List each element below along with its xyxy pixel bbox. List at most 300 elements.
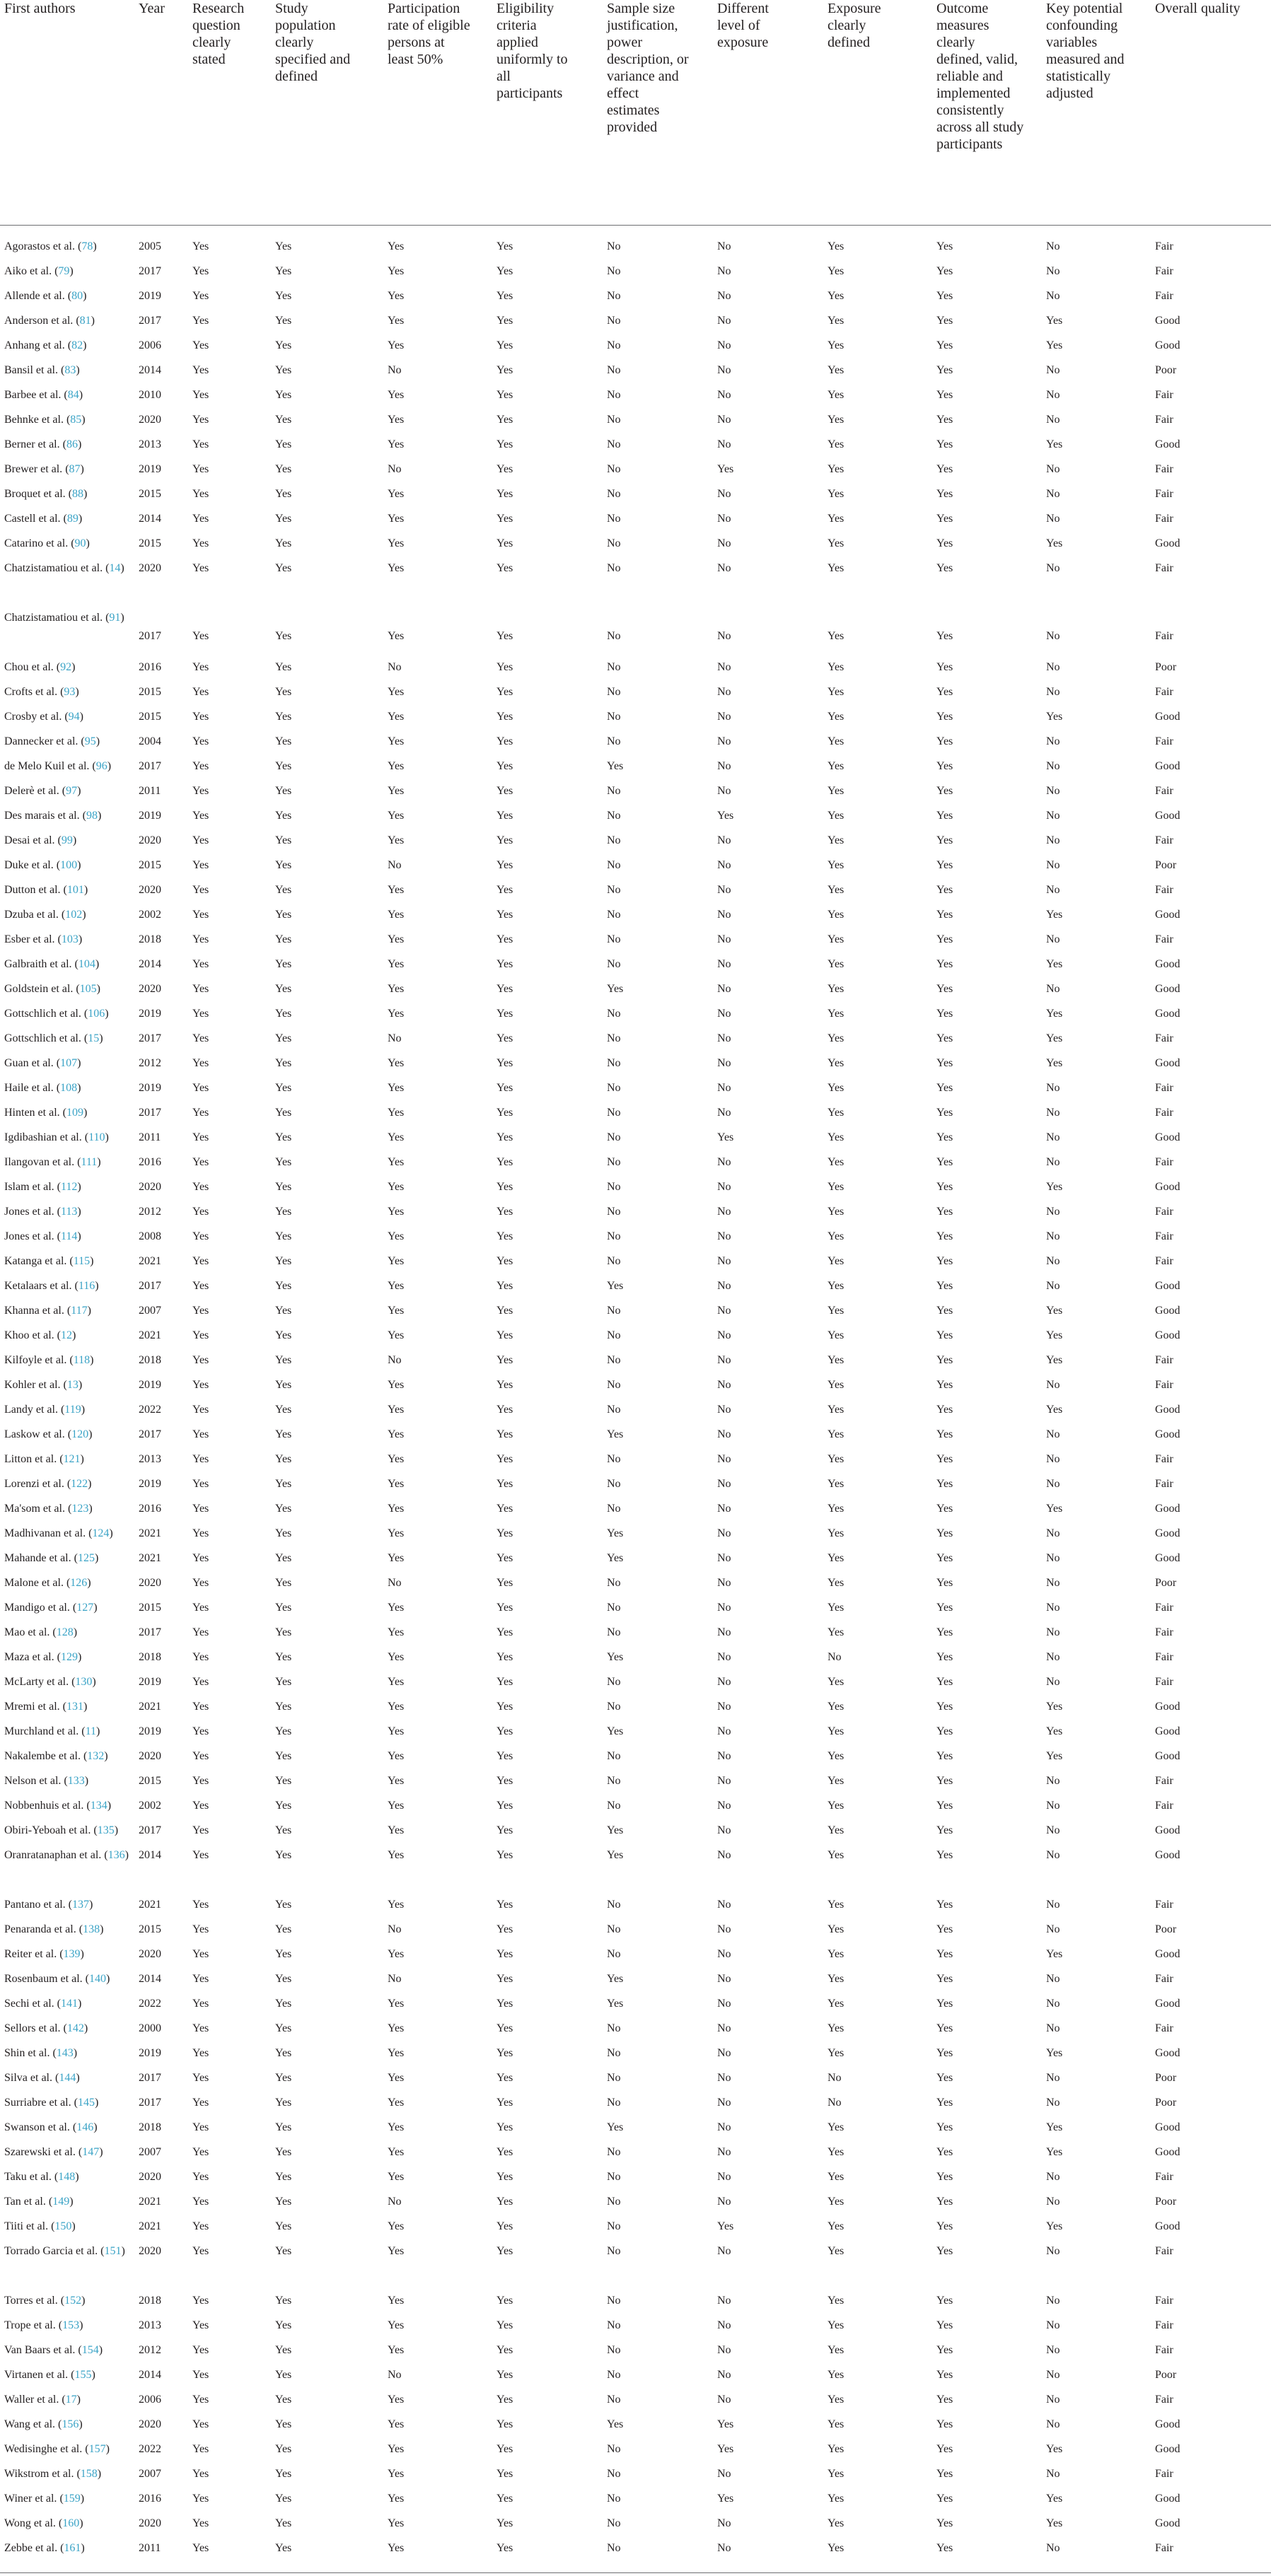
criterion-cell: No	[1046, 2468, 1060, 2480]
reference-link[interactable]: 129	[60, 1651, 78, 1663]
criterion-cell: Yes	[192, 1156, 209, 1168]
year-cell: 2020	[139, 1948, 161, 1960]
reference-link[interactable]: 128	[56, 1626, 74, 1638]
column-header-line: Overall quality	[1155, 1, 1241, 16]
reference-link[interactable]: 161	[64, 2542, 81, 2554]
criterion-cell: Yes	[828, 389, 845, 401]
criterion-cell: No	[607, 2047, 621, 2059]
criterion-cell: Yes	[275, 2517, 292, 2529]
criterion-cell: Yes	[828, 1725, 845, 1737]
year-cell: 2004	[139, 735, 161, 747]
reference-link[interactable]: 123	[71, 1503, 89, 1515]
criterion-cell: Yes	[936, 1626, 953, 1638]
year-cell: 2022	[139, 1404, 161, 1416]
reference-link[interactable]: 145	[77, 2097, 95, 2109]
reference-link[interactable]: 110	[88, 1131, 105, 1143]
reference-link[interactable]: 122	[71, 1478, 88, 1490]
criterion-cell: Yes	[388, 760, 405, 772]
criterion-cell: No	[717, 711, 731, 723]
criterion-cell: Yes	[828, 859, 845, 871]
criterion-cell: Yes	[192, 1131, 209, 1143]
criterion-cell: Yes	[936, 1899, 953, 1911]
reference-link[interactable]: 89	[66, 513, 79, 525]
reference-link[interactable]: 93	[64, 686, 76, 698]
criterion-cell: Yes	[192, 463, 209, 475]
criterion-cell: No	[717, 2344, 731, 2356]
criterion-cell: Yes	[275, 1305, 292, 1317]
reference-link[interactable]: 153	[62, 2319, 80, 2331]
criterion-cell: No	[607, 1404, 621, 1416]
criterion-cell: No	[1046, 1775, 1060, 1787]
reference-link[interactable]: 13	[66, 1379, 79, 1391]
criterion-cell: Yes	[275, 2047, 292, 2059]
author-name: Bansil et al.	[4, 364, 58, 376]
criterion-cell: Yes	[275, 1131, 292, 1143]
criterion-cell: Yes	[388, 1131, 405, 1143]
criterion-cell: No	[607, 2022, 621, 2034]
reference-link[interactable]: 90	[74, 537, 86, 549]
overall-quality-cell: Good	[1155, 909, 1180, 921]
criterion-cell: No	[717, 1305, 731, 1317]
criterion-cell: No	[717, 1453, 731, 1465]
overall-quality-cell: Good	[1155, 2443, 1180, 2455]
criterion-cell: Yes	[497, 1923, 513, 1935]
reference-link[interactable]: 15	[88, 1032, 100, 1044]
reference-link[interactable]: 88	[71, 488, 83, 500]
criterion-cell: Yes	[275, 2072, 292, 2084]
reference-link[interactable]: 149	[52, 2196, 70, 2208]
criterion-cell: No	[1046, 983, 1060, 995]
reference-link[interactable]: 104	[78, 958, 95, 970]
reference-link[interactable]: 112	[60, 1181, 78, 1193]
criterion-cell: No	[607, 2146, 621, 2158]
author-cell: Laskow et al. (120)	[4, 1428, 93, 1440]
overall-quality-cell: Poor	[1155, 661, 1177, 673]
criterion-cell: Yes	[388, 2542, 405, 2554]
criterion-cell: Yes	[275, 2369, 292, 2381]
reference-link[interactable]: 100	[60, 859, 78, 871]
criterion-cell: Yes	[275, 1701, 292, 1713]
table-row	[0, 1206, 1271, 1230]
criterion-cell: Yes	[275, 1552, 292, 1564]
criterion-cell: Yes	[388, 1428, 405, 1440]
criterion-cell: Yes	[936, 909, 953, 921]
reference-link[interactable]: 124	[92, 1527, 110, 1539]
reference-link[interactable]: 117	[71, 1305, 88, 1317]
criterion-cell: Yes	[497, 1899, 513, 1911]
criterion-cell: No	[717, 2542, 731, 2554]
criterion-cell: Yes	[828, 2022, 845, 2034]
reference-link[interactable]: 133	[67, 1775, 85, 1787]
reference-link[interactable]: 95	[84, 735, 96, 747]
reference-link[interactable]: 151	[104, 2245, 122, 2257]
author-cell: Mandigo et al. (127)	[4, 1602, 98, 1614]
criterion-cell: Yes	[828, 1181, 845, 1193]
author-cell: Chatzistamatiou et al. (14)	[4, 562, 124, 574]
reference-link[interactable]: 107	[60, 1057, 78, 1069]
author-name: Mremi et al.	[4, 1701, 60, 1713]
criterion-cell: Yes	[497, 1032, 513, 1044]
column-header-line: First authors	[4, 1, 76, 16]
author-cell: Allende et al. (80)	[4, 290, 87, 302]
reference-link[interactable]: 158	[80, 2468, 98, 2480]
reference-link[interactable]: 92	[60, 661, 72, 673]
criterion-cell: Yes	[936, 2369, 953, 2381]
criterion-cell: No	[717, 1008, 731, 1020]
criterion-cell: Yes	[497, 1181, 513, 1193]
reference-link[interactable]: 139	[63, 1948, 81, 1960]
table-row	[0, 1552, 1271, 1577]
reference-link[interactable]: 127	[76, 1602, 94, 1614]
reference-link[interactable]: 113	[60, 1206, 78, 1218]
criterion-cell: Yes	[388, 1008, 405, 1020]
criterion-cell: Yes	[497, 438, 513, 450]
overall-quality-cell: Good	[1155, 1503, 1180, 1515]
reference-link[interactable]: 84	[67, 389, 79, 401]
reference-link[interactable]: 17	[65, 2394, 77, 2406]
criterion-cell: Yes	[192, 1701, 209, 1713]
criterion-cell: Yes	[497, 630, 513, 642]
author-name: Guan et al.	[4, 1057, 54, 1069]
year-cell: 2000	[139, 2022, 161, 2034]
criterion-cell: Yes	[497, 2394, 513, 2406]
author-cell: Reiter et al. (139)	[4, 1948, 84, 1960]
criterion-cell: Yes	[828, 2245, 845, 2257]
criterion-cell: Yes	[275, 2171, 292, 2183]
criterion-cell: No	[607, 1354, 621, 1366]
author-name: Desai et al.	[4, 834, 55, 846]
overall-quality-cell: Fair	[1155, 2295, 1173, 2307]
criterion-cell: Yes	[192, 2022, 209, 2034]
criterion-cell: Yes	[275, 630, 292, 642]
criterion-cell: No	[1046, 463, 1060, 475]
overall-quality-cell: Fair	[1155, 1676, 1173, 1688]
criterion-cell: Yes	[936, 562, 953, 574]
reference-link[interactable]: 159	[63, 2493, 81, 2505]
reference-link[interactable]: 111	[81, 1156, 98, 1168]
table-row	[0, 909, 1271, 933]
reference-link[interactable]: 106	[88, 1008, 105, 1020]
criterion-cell: No	[717, 2196, 731, 2208]
reference-link[interactable]: 148	[58, 2171, 76, 2183]
reference-link[interactable]: 109	[66, 1107, 83, 1119]
reference-link[interactable]: 103	[61, 933, 79, 945]
reference-link[interactable]: 154	[81, 2344, 99, 2356]
reference-link[interactable]: 147	[82, 2146, 100, 2158]
criterion-cell: Yes	[192, 1923, 209, 1935]
year-cell: 2019	[139, 1008, 161, 1020]
criterion-cell: No	[717, 630, 731, 642]
reference-link[interactable]: 120	[71, 1428, 89, 1440]
criterion-cell: No	[607, 909, 621, 921]
author-cell: Maza et al. (129)	[4, 1651, 82, 1663]
criterion-cell: Yes	[192, 2245, 209, 2257]
criterion-cell: No	[717, 2097, 731, 2109]
reference-link[interactable]: 130	[75, 1676, 93, 1688]
criterion-cell: Yes	[497, 1280, 513, 1292]
reference-link[interactable]: 14	[109, 562, 121, 574]
reference-link[interactable]: 114	[60, 1230, 78, 1242]
criterion-cell: No	[717, 2146, 731, 2158]
reference-link[interactable]: 81	[79, 315, 91, 327]
table-row	[0, 958, 1271, 983]
reference-link[interactable]: 99	[61, 834, 73, 846]
reference-link[interactable]: 96	[95, 760, 108, 772]
criterion-cell: Yes	[275, 834, 292, 846]
criterion-cell: Yes	[936, 1453, 953, 1465]
author-name: Brewer et al.	[4, 463, 63, 475]
criterion-cell: Yes	[388, 810, 405, 822]
criterion-cell: Yes	[497, 290, 513, 302]
criterion-cell: Yes	[936, 1800, 953, 1812]
author-cell: Nelson et al. (133)	[4, 1775, 89, 1787]
criterion-cell: Yes	[497, 2220, 513, 2232]
criterion-cell: Yes	[275, 1973, 292, 1985]
criterion-cell: Yes	[497, 1552, 513, 1564]
criterion-cell: Yes	[275, 513, 292, 525]
criterion-cell: No	[607, 2344, 621, 2356]
reference-link[interactable]: 135	[97, 1824, 115, 1836]
criterion-cell: No	[607, 2468, 621, 2480]
criterion-cell: Yes	[275, 389, 292, 401]
author-name: Madhivanan et al.	[4, 1527, 86, 1539]
criterion-cell: Yes	[1046, 1008, 1063, 1020]
reference-link[interactable]: 85	[70, 414, 82, 426]
overall-quality-cell: Fair	[1155, 1354, 1173, 1366]
criterion-cell: No	[607, 463, 621, 475]
table-row	[0, 1305, 1271, 1329]
criterion-cell: Yes	[828, 562, 845, 574]
reference-link[interactable]: 116	[78, 1280, 95, 1292]
criterion-cell: No	[717, 1626, 731, 1638]
table-row	[0, 1725, 1271, 1750]
column-header-q9	[1046, 0, 1125, 102]
overall-quality-cell: Good	[1155, 1057, 1180, 1069]
reference-link[interactable]: 101	[66, 884, 84, 896]
author-name: Malone et al.	[4, 1577, 64, 1589]
criterion-cell: No	[1046, 760, 1060, 772]
criterion-cell: No	[607, 290, 621, 302]
criterion-cell: Yes	[936, 2097, 953, 2109]
criterion-cell: Yes	[388, 1478, 405, 1490]
criterion-cell: No	[717, 1775, 731, 1787]
criterion-cell: Yes	[275, 488, 292, 500]
reference-link[interactable]: 80	[71, 290, 83, 302]
overall-quality-cell: Fair	[1155, 1255, 1173, 1267]
criterion-cell: Yes	[1046, 1948, 1063, 1960]
criterion-cell: No	[607, 1453, 621, 1465]
criterion-cell: No	[607, 1503, 621, 1515]
criterion-cell: Yes	[192, 1973, 209, 1985]
reference-link[interactable]: 94	[68, 711, 80, 723]
reference-link[interactable]: 152	[64, 2295, 82, 2307]
criterion-cell: Yes	[192, 2443, 209, 2455]
reference-link[interactable]: 83	[64, 364, 76, 376]
reference-link[interactable]: 132	[87, 1750, 105, 1762]
criterion-cell: Yes	[275, 1824, 292, 1836]
criterion-cell: Yes	[275, 1354, 292, 1366]
criterion-cell: Yes	[388, 2468, 405, 2480]
criterion-cell: Yes	[388, 315, 405, 327]
reference-link[interactable]: 138	[83, 1923, 100, 1935]
criterion-cell: Yes	[388, 2418, 405, 2430]
author-cell: Bansil et al. (83)	[4, 364, 80, 376]
reference-link[interactable]: 142	[66, 2022, 84, 2034]
reference-link[interactable]: 134	[90, 1800, 108, 1812]
criterion-cell: Yes	[388, 1156, 405, 1168]
column-header-line: defined	[275, 69, 318, 84]
reference-link[interactable]: 97	[66, 785, 78, 797]
reference-link[interactable]: 98	[86, 810, 98, 822]
criterion-cell: Yes	[1046, 1503, 1063, 1515]
reference-link[interactable]: 105	[79, 983, 97, 995]
overall-quality-cell: Good	[1155, 1181, 1180, 1193]
criterion-cell: Yes	[828, 785, 845, 797]
reference-link[interactable]: 79	[58, 265, 70, 277]
criterion-cell: No	[717, 1107, 731, 1119]
reference-link[interactable]: 155	[74, 2369, 92, 2381]
criterion-cell: Yes	[607, 983, 624, 995]
reference-link[interactable]: 160	[62, 2517, 80, 2529]
criterion-cell: Yes	[388, 2171, 405, 2183]
author-cell: Litton et al. (121)	[4, 1453, 84, 1465]
criterion-cell: Yes	[497, 2295, 513, 2307]
reference-link[interactable]: 91	[109, 612, 121, 624]
criterion-cell: No	[717, 240, 731, 252]
author-name: Des marais et al.	[4, 810, 80, 822]
criterion-cell: No	[607, 2220, 621, 2232]
reference-link[interactable]: 119	[64, 1404, 81, 1416]
reference-link[interactable]: 102	[65, 909, 83, 921]
table-row	[0, 364, 1271, 389]
reference-link[interactable]: 11	[85, 1725, 97, 1737]
criterion-cell: Yes	[828, 630, 845, 642]
reference-link[interactable]: 140	[88, 1973, 106, 1985]
criterion-cell: Yes	[828, 488, 845, 500]
criterion-cell: Yes	[388, 2394, 405, 2406]
reference-link[interactable]: 126	[70, 1577, 88, 1589]
column-header-line: Participation	[388, 1, 460, 16]
reference-link[interactable]: 108	[60, 1082, 78, 1094]
author-cell: Tiiti et al. (150)	[4, 2220, 76, 2232]
reference-link[interactable]: 137	[71, 1899, 89, 1911]
reference-link[interactable]: 136	[108, 1849, 125, 1861]
criterion-cell: No	[1046, 2394, 1060, 2406]
author-cell: Nobbenhuis et al. (134)	[4, 1800, 112, 1812]
overall-quality-cell: Poor	[1155, 1577, 1177, 1589]
author-cell: Barbee et al. (84)	[4, 389, 83, 401]
year-cell: 2018	[139, 933, 161, 945]
reference-link[interactable]: 121	[63, 1453, 81, 1465]
criterion-cell: Yes	[388, 1626, 405, 1638]
criterion-cell: Yes	[275, 958, 292, 970]
overall-quality-cell: Poor	[1155, 2072, 1177, 2084]
criterion-cell: No	[717, 735, 731, 747]
table-row	[0, 1973, 1271, 1998]
criterion-cell: No	[1046, 1676, 1060, 1688]
year-cell: 2015	[139, 711, 161, 723]
criterion-cell: No	[717, 760, 731, 772]
criterion-cell: Yes	[388, 265, 405, 277]
criterion-cell: Yes	[275, 1032, 292, 1044]
criterion-cell: Yes	[497, 1107, 513, 1119]
criterion-cell: No	[717, 364, 731, 376]
table-row	[0, 760, 1271, 785]
reference-link[interactable]: 125	[77, 1552, 95, 1564]
criterion-cell: Yes	[936, 1329, 953, 1341]
reference-link[interactable]: 78	[81, 240, 93, 252]
criterion-cell: Yes	[497, 1057, 513, 1069]
reference-link[interactable]: 82	[71, 339, 83, 351]
overall-quality-cell: Fair	[1155, 686, 1173, 698]
year-cell: 2020	[139, 2245, 161, 2257]
author-name: Chatzistamatiou et al.	[4, 612, 103, 624]
criterion-cell: No	[607, 315, 621, 327]
overall-quality-cell: Fair	[1155, 1379, 1173, 1391]
reference-link[interactable]: 141	[60, 1998, 78, 2010]
year-cell: 2015	[139, 686, 161, 698]
criterion-cell: Yes	[497, 686, 513, 698]
criterion-cell: Yes	[192, 2542, 209, 2554]
reference-link[interactable]: 12	[60, 1329, 72, 1341]
reference-link[interactable]: 143	[56, 2047, 74, 2059]
reference-link[interactable]: 157	[88, 2443, 106, 2455]
criterion-cell: No	[717, 1057, 731, 1069]
reference-link[interactable]: 156	[62, 2418, 79, 2430]
reference-link[interactable]: 150	[54, 2220, 72, 2232]
reference-link[interactable]: 86	[66, 438, 78, 450]
criterion-cell: Yes	[828, 1998, 845, 2010]
overall-quality-cell: Fair	[1155, 389, 1173, 401]
criterion-cell: No	[717, 438, 731, 450]
reference-link[interactable]: 118	[73, 1354, 91, 1366]
criterion-cell: Yes	[388, 537, 405, 549]
criterion-cell: No	[717, 1032, 731, 1044]
criterion-cell: Yes	[936, 2220, 953, 2232]
reference-link[interactable]: 144	[59, 2072, 76, 2084]
criterion-cell: No	[717, 389, 731, 401]
table-row	[0, 1775, 1271, 1800]
criterion-cell: Yes	[828, 438, 845, 450]
criterion-cell: Yes	[828, 2493, 845, 2505]
reference-link[interactable]: 115	[73, 1255, 91, 1267]
criterion-cell: Yes	[275, 562, 292, 574]
reference-link[interactable]: 131	[66, 1701, 83, 1713]
author-cell: Des marais et al. (98)	[4, 810, 102, 822]
author-name: Wikstrom et al.	[4, 2468, 74, 2480]
author-cell: Jones et al. (114)	[4, 1230, 81, 1242]
criterion-cell: Yes	[828, 1824, 845, 1836]
reference-link[interactable]: 146	[76, 2121, 94, 2133]
author-cell: Duke et al. (100)	[4, 859, 81, 871]
criterion-cell: No	[388, 859, 402, 871]
criterion-cell: Yes	[192, 1354, 209, 1366]
criterion-cell: Yes	[1046, 1404, 1063, 1416]
table-row	[0, 1230, 1271, 1255]
criterion-cell: Yes	[497, 2097, 513, 2109]
reference-link[interactable]: 87	[69, 463, 81, 475]
year-cell: 2017	[139, 265, 161, 277]
criterion-cell: No	[388, 1032, 402, 1044]
criterion-cell: No	[717, 488, 731, 500]
criterion-cell: Yes	[192, 488, 209, 500]
criterion-cell: Yes	[192, 1181, 209, 1193]
criterion-cell: No	[717, 785, 731, 797]
overall-quality-cell: Fair	[1155, 562, 1173, 574]
criterion-cell: Yes	[275, 933, 292, 945]
author-cell: Islam et al. (112)	[4, 1181, 81, 1193]
year-cell: 2002	[139, 909, 161, 921]
